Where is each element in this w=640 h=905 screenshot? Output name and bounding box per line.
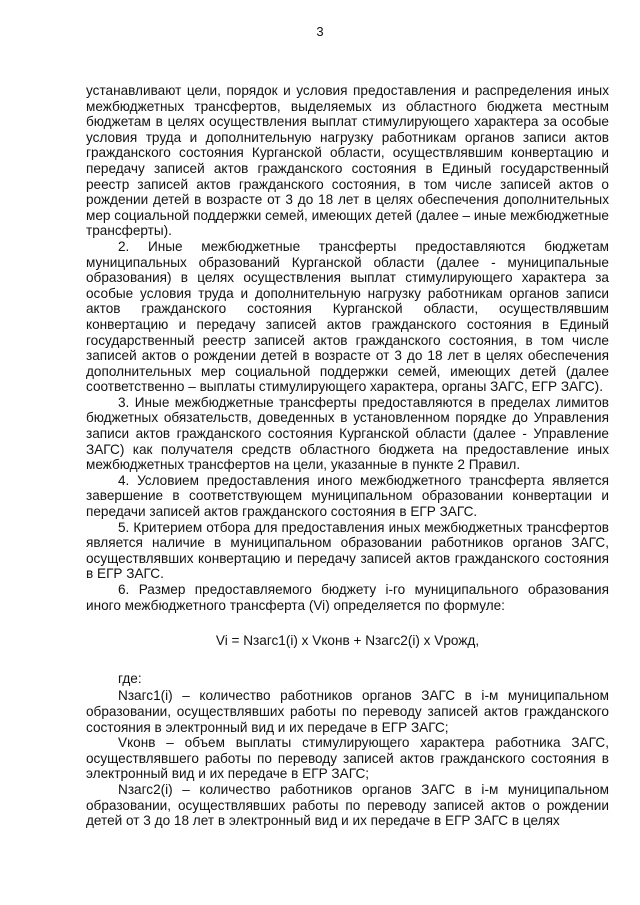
page-number: 3 xyxy=(316,24,324,39)
paragraph-intro: устанавливают цели, порядок и условия предоставления и распределения иных межбюджетных трансфертов, выделяемых из областного бюджета местным бюджетам в целях осуществления выплат стимулирующего характера за особые условия труда и дополнительную нагрузку работникам органов записи актов гражданского состояния Курганской области, осуществлявшим конвертацию и передачу записей актов гражданского состояния в Единый государственный реестр записей актов гражданского состояния, в том числе записей актов о рождении детей в возрасте от 3 до 18 лет в целях обеспечения дополнительных мер социальной поддержки семей, имеющих детей (далее – иные межбюджетные трансферты). xyxy=(86,83,609,239)
paragraph-5: 5. Критерием отбора для предоставления иных межбюджетных трансфертов является наличие в муниципальном образовании работников органов ЗАГС, осуществлявших конвертацию и передачу записей актов гражданского состояния в ЕГР ЗАГС. xyxy=(86,519,609,582)
paragraph-4: 4. Условием предоставления иного межбюджетного трансферта является завершение в соответствующем муниципальном образовании конвертации и передачи записей актов гражданского состояния в ЕГР ЗАГС. xyxy=(86,472,609,520)
definition-vkonv: Vконв – объем выплаты стимулирующего характера работника ЗАГС, осуществлявшего работы по переводу записей актов гражданского состояния в электронный вид и их передаче в ЕГР ЗАГС; xyxy=(86,735,609,782)
definition-nzags2: Nзагс2(i) – количество работников органов ЗАГС в i-м муниципальном образовании, осуществлявших работы по переводу записей актов о рождении детей от 3 до 18 лет в электронный вид и их передаче в ЕГР ЗАГС в целях xyxy=(86,781,609,829)
definition-nzags1: Nзагс1(i) – количество работников органов ЗАГС в i-м муниципальном образовании, осуществлявших работы по переводу записей актов гражданского состояния в электронный вид и их передаче в ЕГР ЗАГС; xyxy=(86,688,609,735)
where-label: где: xyxy=(118,670,142,686)
formula: Vi = Nзагс1(i) x Vконв + Nзагс2(i) x Vрожд, xyxy=(215,633,480,649)
paragraph-2: 2. Иные межбюджетные трансферты предоставляются бюджетам муниципальных образований Курганской области (далее - муниципальные образования) в целях осуществления выплат стимулирующего характера за особые условия труда и дополнительную нагрузку работникам органов записи актов гражданского состояния Курганской области, осуществлявшим конвертацию и передачу записей актов гражданского состояния в Единый государственный реестр записей актов гражданского состояния, в том числе записей актов о рождении детей в возрасте от 3 до 18 лет в целях обеспечения дополнительных мер социальной поддержки семей, имеющих детей (далее соответственно – выплаты стимулирующего характера, органы ЗАГС, ЕГР ЗАГС). xyxy=(86,238,609,395)
paragraph-6: 6. Размер предоставляемого бюджету i-го муниципального образования иного межбюджетного трансферта (Vi) определяется по формуле: xyxy=(86,582,609,613)
document-body xyxy=(86,83,609,829)
paragraph-3: 3. Иные межбюджетные трансферты предоставляются в пределах лимитов бюджетных обязательств, доведенных в установленном порядке до Управления записи актов гражданского состояния Курганской области (далее - Управление ЗАГС) как получателя средств областного бюджета на предоставление иных межбюджетных трансфертов на цели, указанные в пункте 2 Правил. xyxy=(86,394,609,473)
